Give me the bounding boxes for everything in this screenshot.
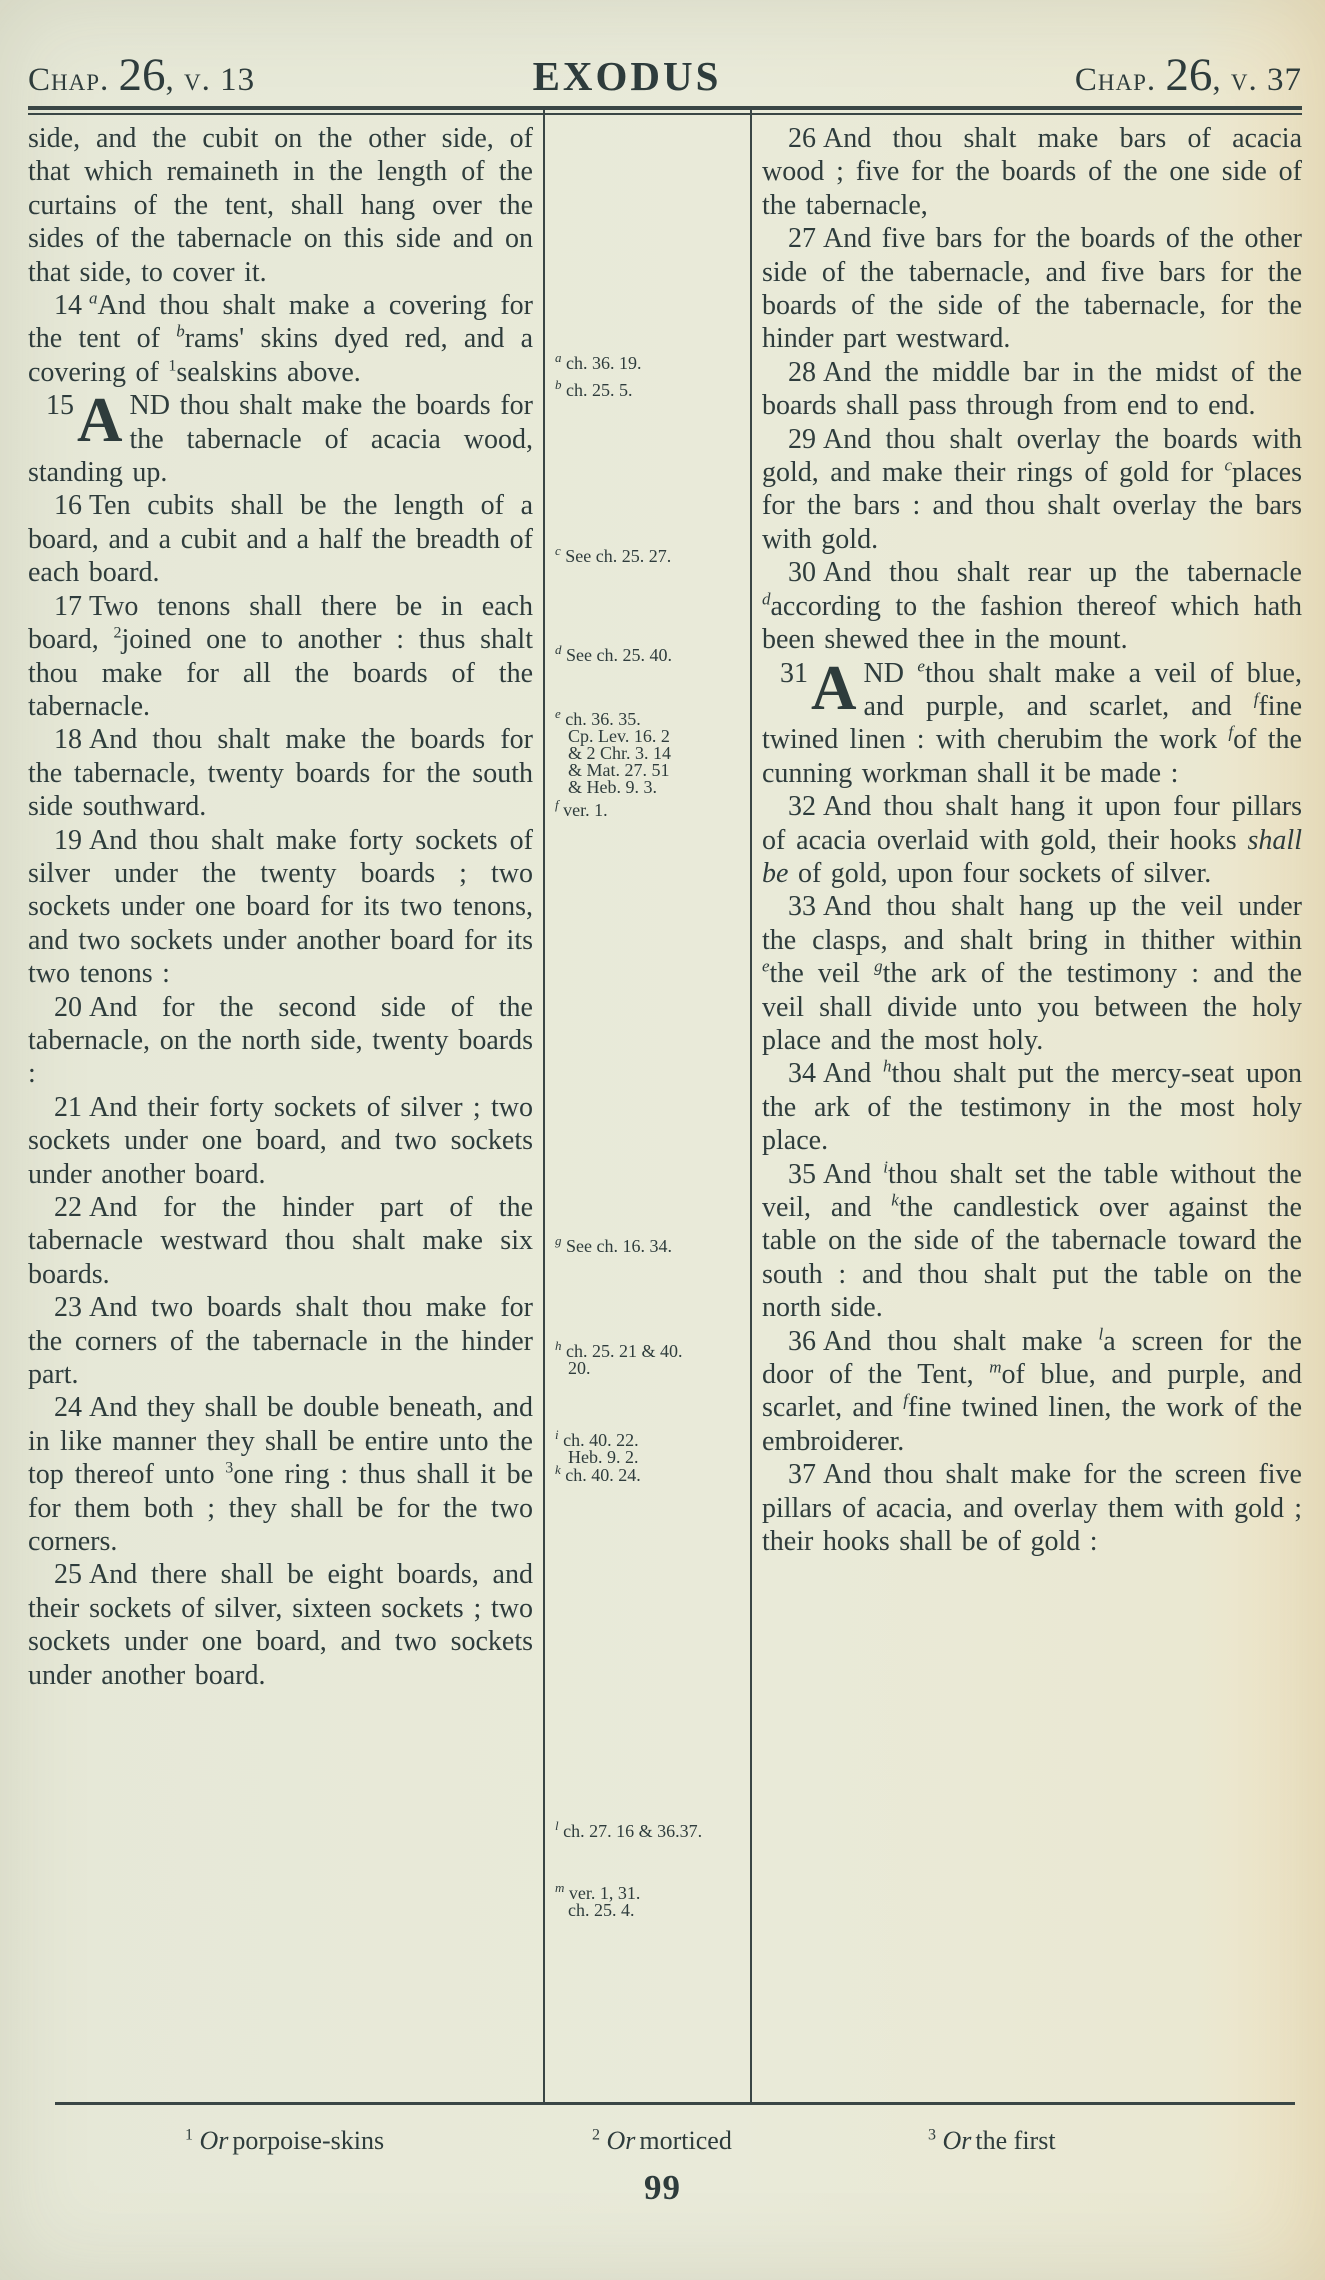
cross-reference-g: $^g$ See ch. 16. 34. xyxy=(555,1233,672,1256)
verse-16: 16 Ten cubits shall be the length of a board, and a cubit and a half the breadth of each board. xyxy=(28,490,533,589)
cross-reference-e: $^e$ ch. 36. 35. Cp. Lev. 16. 2 & 2 Chr. 3. 14 & Mat. 27. 51 & Heb. 9. 3. xyxy=(555,706,672,797)
verse-ref: , v. 37 xyxy=(1212,62,1302,98)
verse-31: 31 A ND $^e$thou shalt make a veil of blue, and purple, and scarlet, and $^f$fine twined linen : with cherubim the work $^f$of the cunning workman shall it be made : xyxy=(762,652,1302,789)
cross-reference-f: $^f$ ver. 1. xyxy=(555,797,608,820)
verse-number: 22 xyxy=(54,1192,82,1223)
verse-number: 17 xyxy=(54,590,82,622)
chap-label: Chap. xyxy=(1074,62,1157,98)
verse-36: 36 And thou shalt make $^l$a screen for the door of the Tent, $^m$of blue, and purple, and scarlet, and $^f$fine twined linen, the work of the embroiderer. xyxy=(762,1324,1302,1457)
running-head-right xyxy=(1075,48,1302,102)
chap-label: Chap. xyxy=(28,62,110,98)
verse-number: 19 xyxy=(54,824,82,856)
verse-number: 15 xyxy=(46,390,74,422)
running-head-left xyxy=(28,48,255,102)
verse-number: 30 xyxy=(788,557,816,589)
book-title: EXODUS xyxy=(532,53,722,99)
verse-26: 26 And thou shalt make bars of acacia wood ; five for the boards of the one side of the tabernacle, xyxy=(762,123,1302,221)
verse-number: 33 xyxy=(788,891,816,923)
verse-14: 14 $^a$And thou shalt make a covering for the tent of $^b$rams' skins dyed red, and a covering of $^1$sealskins above. xyxy=(28,288,533,388)
verse-18: 18 And thou shalt make the boards for the tabernacle, twenty boards for the south side southward. xyxy=(28,724,533,823)
verse-32: 32 And thou shalt hang it upon four pillars of acacia overlaid with gold, their hooks shall be of gold, upon four sockets of silver. xyxy=(762,791,1302,889)
verse-23: 23 And two boards shalt thou make for the corners of the tabernacle in the hinder part. xyxy=(28,1292,533,1391)
verse-35: 35 And $^i$thou shalt set the table without the veil, and $^k$the candlestick over against the table on the side of the tabernacle toward the south : and thou shalt put the table on the north side. xyxy=(762,1157,1302,1324)
cross-reference-b: $^b$ ch. 25. 5. xyxy=(555,377,633,400)
verse-30: 30 And thou shalt rear up the tabernacle $^d$according to the fashion thereof which hath been shewed thee in the mount. xyxy=(762,557,1302,656)
verse-number: 24 xyxy=(54,1392,82,1424)
footnote-2: $^2$ Or morticed xyxy=(592,2126,732,2155)
footnote-1: $^1$ Or porpoise-skins xyxy=(185,2126,385,2155)
verse-number: 21 xyxy=(54,1091,82,1123)
drop-cap-letter: A xyxy=(77,385,123,456)
footer-rule xyxy=(55,2102,1295,2105)
verse-20: 20 And for the second side of the tabernacle, on the north side, twenty boards : xyxy=(28,991,533,1090)
verse-number: 36 xyxy=(788,1325,816,1357)
footnote-3: $^3$ Or the first xyxy=(928,2126,1056,2155)
drop-cap xyxy=(46,385,123,456)
verse-number: 35 xyxy=(788,1158,816,1190)
drop-cap-letter: A xyxy=(811,652,857,723)
verse-number: 23 xyxy=(54,1292,82,1324)
verse-25: 25 And there shall be eight boards, and their sockets of silver, sixteen sockets ; two sockets under one board, and two sockets under another board. xyxy=(28,1559,533,1691)
cross-reference-m: $^m$ ver. 1, 31. ch. 25. 4. xyxy=(555,1880,641,1920)
chap-number: 26 xyxy=(1165,49,1213,101)
verse-29: 29 And thou shalt overlay the boards with gold, and make their rings of gold for $^c$places for the bars : and thou shalt overlay the bars with gold. xyxy=(762,423,1302,555)
cross-reference-l: $^l$ ch. 27. 16 & 36.37. xyxy=(555,1818,703,1841)
drop-cap xyxy=(780,652,857,723)
right-column xyxy=(762,122,1302,1558)
verse-34: 34 And $^h$thou shalt put the mercy-seat upon the ark of the testimony in the most holy place. xyxy=(762,1057,1302,1157)
verse-number: 28 xyxy=(788,356,816,388)
verse-number: 25 xyxy=(54,1559,82,1591)
verse-15: 15 A ND thou shalt make the boards for the tabernacle of acacia wood, standing up. xyxy=(28,385,533,489)
verse-27: 27 And five bars for the boards of the other side of the tabernacle, and five bars for the boards of the side of the tabernacle, for the hinder part westward. xyxy=(762,223,1302,355)
verse-number: 32 xyxy=(788,791,816,823)
cross-reference-c: $^c$ See ch. 25. 27. xyxy=(555,543,672,566)
verse-24: 24 And they shall be double beneath, and in like manner they shall be entire unto the top thereof unto $^3$one ring : thus shall it be for them both ; they shall be for the two corners. xyxy=(28,1392,533,1558)
verse-continuation: side, and the cubit on the other side, of that which remaineth in the length of the curtains of the tent, shall hang over the sides of the tabernacle on this side and on that side, to cover it. xyxy=(28,123,533,288)
verse-17: 17 Two tenons shall there be in each board, $^2$joined one to another : thus shalt thou make for all the boards of the tabernacle. xyxy=(28,590,533,722)
verse-number: 18 xyxy=(54,724,82,756)
cross-reference-i: $^i$ ch. 40. 22. Heb. 9. 2. xyxy=(555,1427,639,1467)
cross-reference-h: $^h$ ch. 25. 21 & 40. 20. xyxy=(555,1338,683,1378)
verse-number: 26 xyxy=(788,123,816,154)
chap-number: 26 xyxy=(118,49,166,101)
verse-number: 27 xyxy=(788,223,816,255)
reference-column xyxy=(543,110,752,2105)
verse-21: 21 And their forty sockets of silver ; two sockets under one board, and two sockets under another board. xyxy=(28,1091,533,1190)
running-header xyxy=(28,48,1302,102)
verse-33: 33 And thou shalt hang up the veil under the clasps, and shalt bring in thither within $^e$the veil $^g$the ark of the testimony : and the veil shall divide unto you between the holy place and the most holy. xyxy=(762,891,1302,1056)
verse-number: 16 xyxy=(54,490,82,522)
page-number: 99 xyxy=(644,2168,681,2207)
verse-22: 22 And for the hinder part of the tabernacle westward thou shalt make six boards. xyxy=(28,1192,533,1290)
verse-number: 29 xyxy=(788,423,816,455)
cross-reference-d: $^d$ See ch. 25. 40. xyxy=(555,642,672,665)
left-column xyxy=(28,122,533,1692)
verse-number: 34 xyxy=(788,1058,816,1090)
verse-ref: , v. 13 xyxy=(165,62,256,98)
footnotes xyxy=(0,2126,1325,2166)
verse-19: 19 And thou shalt make forty sockets of silver under the twenty boards ; two sockets under one board for its two tenons, and two sockets under another board for its two tenons : xyxy=(28,824,533,990)
verse-number: 14 xyxy=(54,290,82,322)
cross-reference-a: $^a$ ch. 36. 19. xyxy=(555,350,642,373)
verse-number: 20 xyxy=(54,991,82,1023)
cross-reference-k: $^k$ ch. 40. 24. xyxy=(555,1462,641,1485)
verse-28: 28 And the middle bar in the midst of the boards shall pass through from end to end. xyxy=(762,356,1302,422)
verse-number: 37 xyxy=(788,1459,816,1491)
verse-37: 37 And thou shalt make for the screen five pillars of acacia, and overlay them with gold ; their hooks shall be of gold : xyxy=(762,1459,1302,1558)
verse-number: 31 xyxy=(780,657,808,689)
